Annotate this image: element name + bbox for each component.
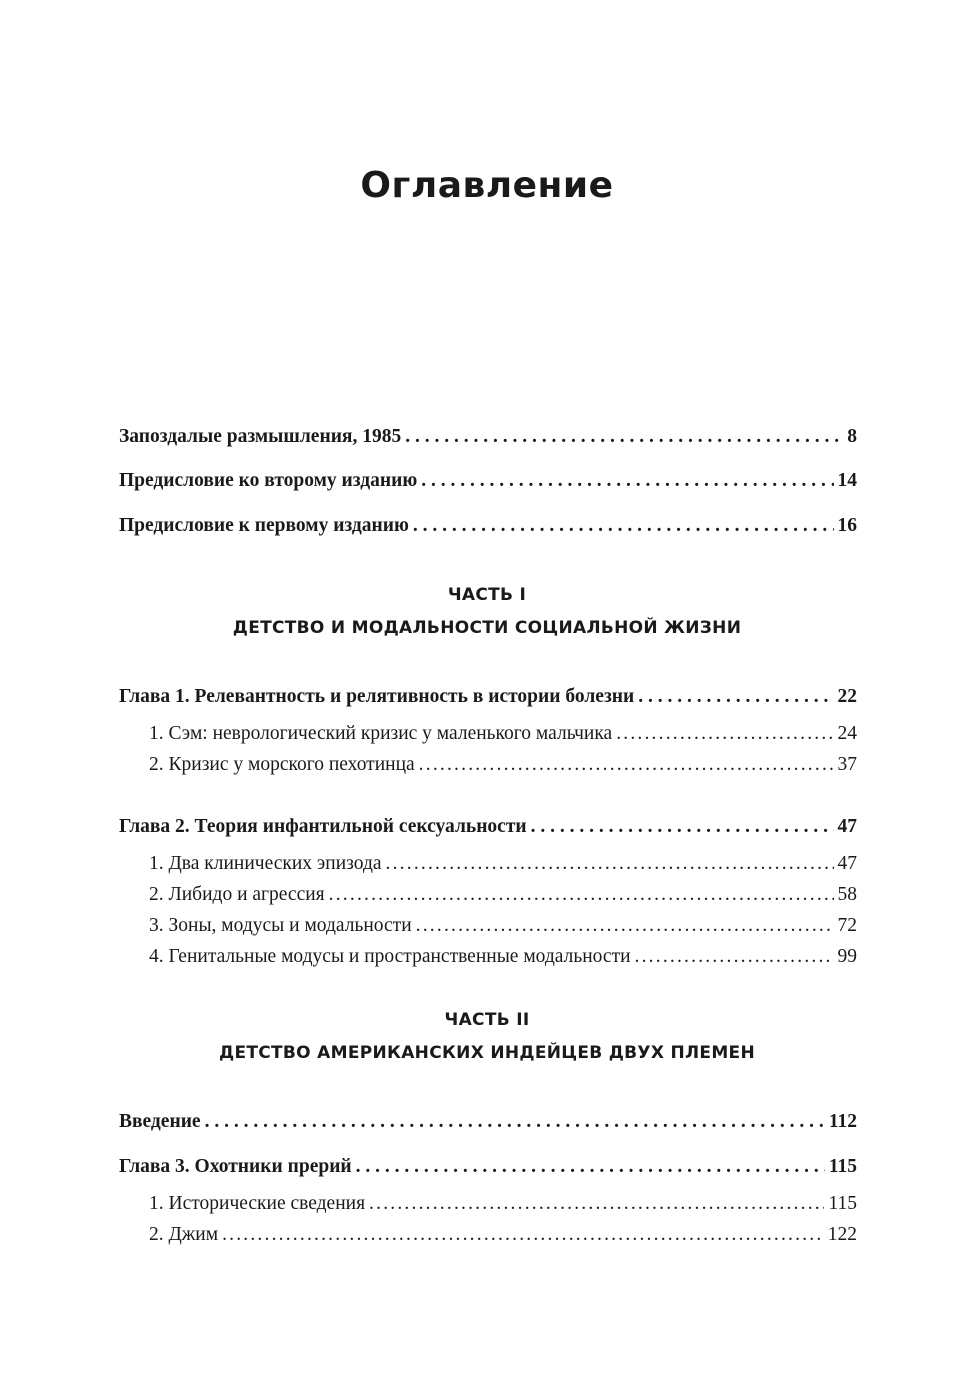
toc-page-number: 24 [837,723,857,744]
toc-chapter[interactable] [119,1108,857,1136]
toc-page-number: 58 [837,884,857,905]
dot-leader [356,1153,825,1181]
dot-leader [222,1221,824,1249]
dot-leader [635,943,834,971]
toc-chapter-title: Глава 1. Релевантность и релятивность в истории болезни [119,686,635,707]
toc-section[interactable] [149,751,857,779]
toc-section-title: 2. Кризис у морского пехотинца [149,754,415,775]
dot-leader [413,512,834,540]
toc-page-number: 122 [827,1224,857,1245]
part-title: ДЕТСТВО И МОДАЛЬНОСТИ СОЦИАЛЬНОЙ ЖИЗНИ [232,618,742,638]
toc-entry-title: Запоздалые размышления, 1985 [119,426,402,447]
toc-section-title: 1. Сэм: неврологический кризис у маленького мальчика [149,723,613,744]
toc-page-number: 22 [837,686,857,707]
part-label: ЧАСТЬ I [447,585,527,605]
toc-entry[interactable] [119,512,857,540]
toc-section[interactable] [149,720,857,748]
toc-chapter[interactable] [119,683,857,711]
toc-chapter[interactable] [119,813,857,841]
toc-section-title: 1. Исторические сведения [149,1193,366,1214]
toc-entry[interactable] [119,467,857,495]
toc-section[interactable] [149,881,857,909]
toc-section[interactable] [149,1190,857,1218]
toc-section-title: 4. Генитальные модусы и пространственные модальности [149,946,631,967]
toc-entry[interactable] [119,423,857,451]
page-title: Оглавление [360,165,614,206]
toc-section[interactable] [149,850,857,878]
toc-entry-title: Предисловие к первому изданию [119,515,409,536]
toc-entry-title: Предисловие ко второму изданию [119,470,418,491]
toc-section-title: 3. Зоны, модусы и модальности [149,915,412,936]
dot-leader [386,850,834,878]
toc-chapter-title: Глава 3. Охотники прерий [119,1156,352,1177]
part-label: ЧАСТЬ II [444,1010,530,1030]
toc-page-number: 47 [837,816,857,837]
dot-leader [405,423,843,451]
toc-chapter[interactable] [119,1153,857,1181]
toc-section-title: 1. Два клинических эпизода [149,853,382,874]
dot-leader [421,467,833,495]
toc-page-number: 115 [828,1193,857,1214]
toc-page-number: 115 [828,1156,857,1177]
dot-leader [638,683,833,711]
toc-section[interactable] [149,1221,857,1249]
toc-section-title: 2. Джим [149,1224,219,1245]
dot-leader [205,1108,825,1136]
toc-page-number: 8 [847,426,857,447]
dot-leader [419,751,834,779]
dot-leader [616,720,833,748]
toc-section[interactable] [149,912,857,940]
toc-page-number: 72 [837,915,857,936]
toc-section-title: 2. Либидо и агрессия [149,884,325,905]
toc-page-number: 14 [837,470,857,491]
toc-chapter-title: Глава 2. Теория инфантильной сексуальности [119,816,527,837]
toc-page-number: 99 [837,946,857,967]
toc-section[interactable] [149,943,857,971]
dot-leader [369,1190,824,1218]
toc-chapter-title: Введение [119,1111,201,1132]
dot-leader [329,881,834,909]
dot-leader [416,912,834,940]
toc-page-number: 112 [828,1111,857,1132]
toc-page-number: 37 [837,754,857,775]
dot-leader [531,813,834,841]
part-title: ДЕТСТВО АМЕРИКАНСКИХ ИНДЕЙЦЕВ ДВУХ ПЛЕМЕН [219,1043,755,1063]
toc-page-number: 47 [837,853,857,874]
toc-page-number: 16 [837,515,857,536]
